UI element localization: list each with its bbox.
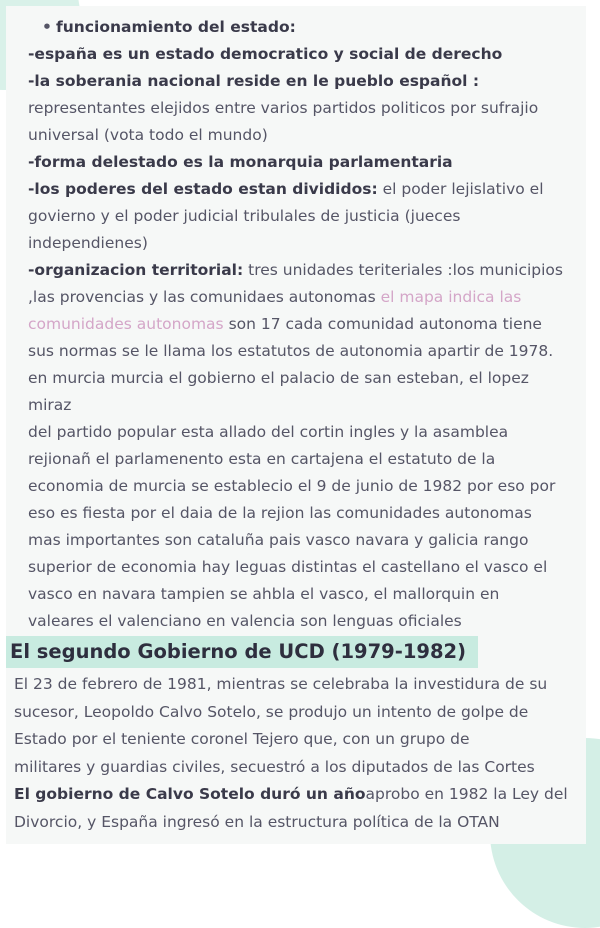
text-line [14,781,584,809]
notes-lines [28,41,578,635]
text-line [28,608,578,635]
text-segment: aprobo en 1982 la Ley del [365,785,568,803]
text-segment: comunidades autonomas [28,315,224,333]
text-line [28,257,578,284]
section-body [14,671,584,836]
text-line [28,41,578,68]
text-segment: -los poderes del estado estan divididos: [28,180,378,198]
text-line [28,554,578,581]
text-segment: eso es fiesta por el daia de la rejion las comunidades autonomas [28,504,532,522]
text-line [28,230,578,257]
text-segment: valeares el valenciano en valencia son lenguas oficiales [28,612,462,630]
text-segment: economia de murcia se establecio el 9 de junio de 1982 por eso por [28,477,556,495]
text-segment: rejionañ el parlamenento esta en cartajena el estatuto de la [28,450,496,468]
text-segment: tres unidades teriteriales :los municipios [243,261,563,279]
text-segment: representantes elejidos entre varios partidos politicos por sufrajio [28,99,539,117]
text-line [28,446,578,473]
text-line [28,419,578,446]
text-line [28,527,578,554]
text-line [28,68,578,95]
text-segment: mas importantes son cataluña pais vasco navara y galicia rango [28,531,529,549]
text-line [28,122,578,149]
text-segment: Estado por el teniente coronel Tejero que, con un grupo de [14,730,470,748]
text-line [28,95,578,122]
text-line [28,149,578,176]
text-line [28,365,578,392]
text-line [28,203,578,230]
text-segment: en murcia murcia el gobierno el palacio de san esteban, el lopez [28,369,529,387]
text-segment: sus normas se le llama los estatutos de autonomia apartir de 1978. [28,342,554,360]
text-segment: el poder lejislativo el [377,180,544,198]
notes-body [28,14,578,635]
text-line [28,392,578,419]
text-segment: Divorcio, y España ingresó en la estructura política de la OTAN [14,812,500,831]
text-segment: sucesor, Leopoldo Calvo Sotelo, se produjo un intento de golpe de [14,702,529,721]
text-segment: militares y guardias civiles, secuestró a los diputados de las Cortes [14,757,535,776]
text-segment: ,las provencias y las comunidaes autonomas [28,288,381,306]
text-line [28,581,578,608]
text-line [14,726,584,754]
text-line [14,699,584,727]
text-line [28,311,578,338]
bullet-icon: • [42,18,52,36]
text-segment: -la soberania nacional reside en le pueblo español : [28,72,480,90]
text-line [28,284,578,311]
text-segment: -españa es un estado democratico y social de derecho [28,45,503,63]
text-segment: miraz [28,396,72,414]
text-segment: independienes) [28,234,148,252]
text-segment: -organizacion territorial: [28,261,244,279]
text-segment: el mapa indica las [380,288,522,306]
text-line [28,176,578,203]
text-segment: del partido popular esta allado del cortin ingles y la asamblea [28,423,509,441]
text-segment: El gobierno de Calvo Sotelo duró un año [14,785,366,803]
text-line [14,809,584,837]
bullet-heading: • funcionamiento del estado: [28,14,578,41]
text-line [28,500,578,527]
text-line [28,338,578,365]
text-segment: universal (vota todo el mundo) [28,126,268,144]
text-segment: vasco en navara tampien se ahbla el vasco, el mallorquin en [28,585,500,603]
text-line [28,473,578,500]
text-segment: son 17 cada comunidad autonoma tiene [223,315,542,333]
text-line [14,671,584,699]
text-segment: El 23 de febrero de 1981, mientras se celebraba la investidura de su [14,675,548,693]
text-segment: superior de economia hay leguas distintas el castellano el vasco el [28,558,548,576]
text-line [14,754,584,782]
section-title: El segundo Gobierno de UCD (1979-1982) [6,636,478,668]
text-segment: govierno y el poder judicial tribulales de justicia (jueces [28,207,461,225]
text-segment: -forma delestado es la monarquia parlamentaria [28,153,453,171]
